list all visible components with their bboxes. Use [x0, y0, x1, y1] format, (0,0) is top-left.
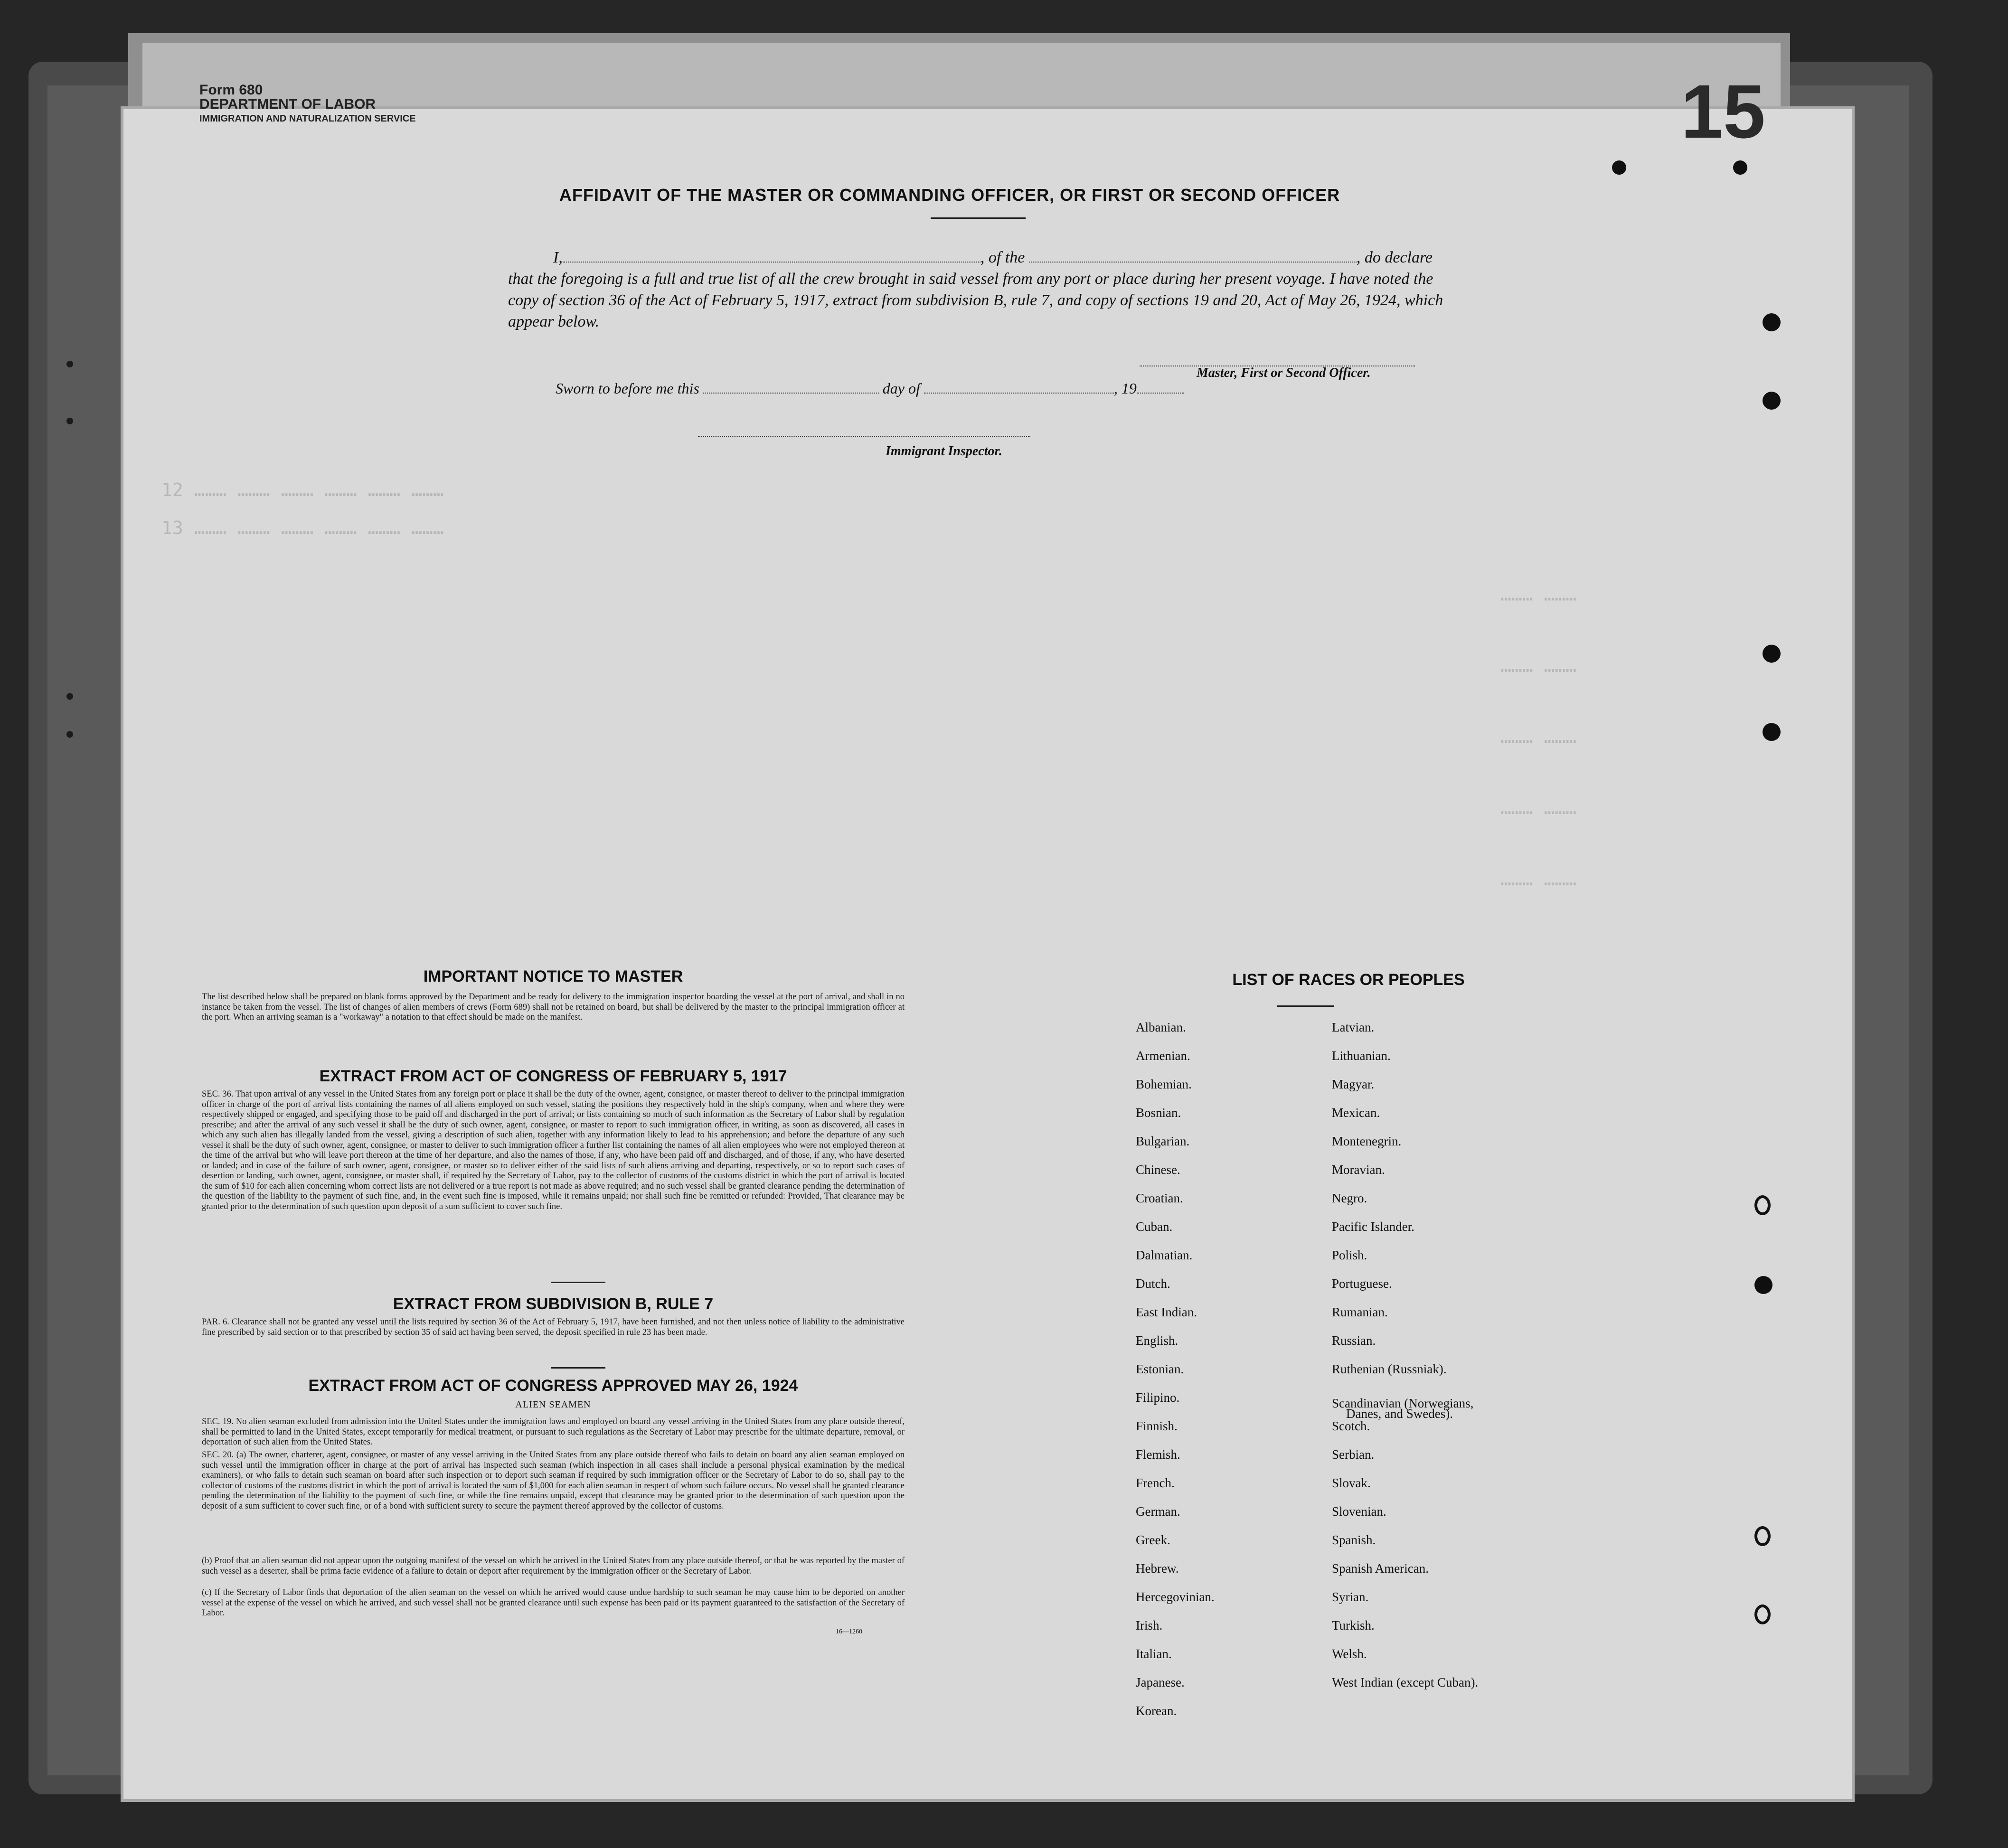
race-item: Hercegovinian.	[1136, 1590, 1215, 1604]
affidavit-title: AFFIDAVIT OF THE MASTER OR COMMANDING OFFICER, OR FIRST OR SECOND OFFICER	[559, 185, 1340, 205]
bleed-through: 13 ……… ……… ……… ……… ……… ………	[161, 517, 444, 538]
notice-text: The list described below shall be prepared on blank forms approved by the Department and be ready for delivery to the immigration inspector boarding the vessel at the port of arrival, and shall in no instance be taken from the vessel. The list of changes of alien members of crews (Form 689) shall not be retained on board, but shall be delivered by the master to the principal immigration officer at the port. When an arriving seaman is a "workaway" a notation to that effect should be made on the manifest.	[202, 992, 905, 1022]
notice-title: IMPORTANT NOTICE TO MASTER	[423, 967, 683, 985]
sworn-line	[556, 380, 1184, 397]
bleed-through: ……… ………	[1500, 655, 1577, 676]
race-item: Negro.	[1332, 1191, 1367, 1205]
race-item: Spanish.	[1332, 1533, 1376, 1547]
bleed-through: ……… ………	[1500, 584, 1577, 605]
race-item: Lithuanian.	[1332, 1049, 1391, 1063]
race-item: Greek.	[1136, 1533, 1170, 1547]
race-item: Dalmatian.	[1136, 1248, 1193, 1262]
extract-rule7-text: PAR. 6. Clearance shall not be granted any vessel until the lists required by section 36 of the Act of February 5, 1917, have been furnished, and not then unless notice of liability to the administrative fine prescribed by said section or to that prescribed by section 35 of said act having been served, the deposit specified in rule 23 has been made.	[202, 1317, 905, 1337]
race-item: Dutch.	[1136, 1276, 1170, 1291]
race-item: Hebrew.	[1136, 1561, 1179, 1576]
race-item: Mexican.	[1332, 1106, 1380, 1120]
alien-seamen-heading: ALIEN SEAMEN	[515, 1399, 591, 1410]
race-item: Bulgarian.	[1136, 1134, 1190, 1148]
department-name: DEPARTMENT OF LABOR	[199, 96, 376, 112]
inspector-label: Immigrant Inspector.	[886, 444, 1002, 459]
form-header	[199, 83, 416, 126]
document-page	[123, 109, 1852, 1799]
race-item: Albanian.	[1136, 1020, 1186, 1034]
punch-hole	[1612, 160, 1626, 175]
race-item: Rumanian.	[1332, 1305, 1388, 1319]
form-code: 16—1260	[836, 1628, 862, 1635]
sworn-day-field[interactable]	[703, 381, 879, 394]
affidavit-i-label: I,	[553, 249, 563, 266]
punch-hole	[1754, 1526, 1771, 1546]
race-item: Armenian.	[1136, 1049, 1190, 1063]
affidavit-body	[508, 247, 1448, 332]
race-item: Syrian.	[1332, 1590, 1369, 1604]
race-item: West Indian (except Cuban).	[1332, 1675, 1479, 1689]
bleed-through: 12 ……… ……… ……… ……… ……… ………	[161, 479, 444, 500]
name-field[interactable]	[563, 250, 980, 263]
extract-1924-title: EXTRACT FROM ACT OF CONGRESS APPROVED MAY 26, 1924	[308, 1377, 798, 1395]
do-declare-label: , do declare	[1356, 249, 1433, 266]
sworn-month-field[interactable]	[924, 381, 1114, 394]
punch-hole	[1754, 1276, 1772, 1294]
affidavit-first-line	[508, 247, 1448, 268]
race-item: Cuban.	[1136, 1219, 1173, 1234]
race-item: Croatian.	[1136, 1191, 1183, 1205]
race-item: English.	[1136, 1333, 1178, 1348]
punch-hole	[66, 731, 73, 738]
race-item: East Indian.	[1136, 1305, 1197, 1319]
bleed-through: ……… ………	[1500, 797, 1577, 818]
sworn-label: Sworn to before me this	[556, 380, 699, 397]
race-item: Spanish American.	[1332, 1561, 1429, 1576]
of-the-label: , of the	[980, 249, 1025, 266]
race-item: Japanese.	[1136, 1675, 1185, 1689]
vessel-field[interactable]	[1029, 250, 1357, 263]
race-item: Scotch.	[1332, 1419, 1370, 1433]
race-item: Russian.	[1332, 1333, 1376, 1348]
race-item: Bosnian.	[1136, 1106, 1181, 1120]
race-item: Slovenian.	[1332, 1504, 1386, 1519]
sec19-text: SEC. 19. No alien seaman excluded from admission into the United States under the immigration laws and employed on board any vessel arriving in the United States from any place outside thereof, shall be permitted to land in the United States, except temporarily for medical treatment, or pursuant to such regulations as the Secretary of Labor may prescribe for the ultimate departure, removal, or deportation of such alien from the United States.	[202, 1417, 905, 1447]
punch-hole	[1763, 313, 1781, 331]
section-rule	[551, 1282, 605, 1283]
race-item: Bohemian.	[1136, 1077, 1192, 1091]
affidavit-text: that the foregoing is a full and true list of all the crew brought in said vessel from any port or place during her present voyage. I have noted the copy of section 36 of the Act of February 5, 1917, extract from subdivision B, rule 7, and copy of sections 19 and 20, Act of May 26, 1924, which appear below.	[508, 270, 1443, 330]
punch-hole	[66, 418, 73, 424]
signature-label: Master, First or Second Officer.	[1197, 366, 1371, 380]
punch-hole	[1754, 1195, 1771, 1215]
races-title: LIST OF RACES OR PEOPLES	[1232, 971, 1465, 989]
title-rule	[931, 217, 1026, 219]
sec20a-text: SEC. 20. (a) The owner, charterer, agent, consignee, or master of any vessel arriving in the United States from any place outside thereof who fails to detain on board any alien seaman employed on such vessel until the immigration officer in charge at the port of arrival has inspected such seaman (which inspection in all cases shall include a personal physical examination by the medical examiners), or who fails to detain such seaman on board after such inspection or to deport such seaman if required by such immigration officer or the Secretary of Labor to do so, shall pay to the collector of customs of the customs district in which the port of arrival is located the sum of $1,000 for each alien seaman in respect of whom such failure occurs. No vessel shall be granted clearance pending the determination of the liability to the payment of such fine, or while the fine remains unpaid, except that clearance may be granted prior to the determination of such question upon the deposit of a sum sufficient to cover such fine, or of a bond with sufficient surety to secure the payment thereof approved by the collector of customs.	[202, 1450, 905, 1511]
race-item: Korean.	[1136, 1704, 1177, 1718]
punch-hole	[66, 693, 73, 700]
sec20c-text: (c) If the Secretary of Labor finds that deportation of the alien seaman on the vessel on which he arrived would cause undue hardship to such seaman he may cause him to be deported on another vessel at the expense of the vessel on which he arrived, and such vessel shall not be granted clearance until such expense has been paid or its payment guaranteed to the satisfaction of the Secretary of Labor.	[202, 1588, 905, 1618]
race-item: Moravian.	[1332, 1163, 1385, 1177]
punch-hole	[1763, 645, 1781, 663]
bleed-through: ……… ………	[1500, 726, 1577, 747]
form-number: Form 680	[199, 82, 263, 98]
race-item: Chinese.	[1136, 1163, 1180, 1177]
race-item: Latvian.	[1332, 1020, 1375, 1034]
punch-hole	[1754, 1604, 1771, 1624]
race-item: Turkish.	[1332, 1618, 1375, 1632]
race-item: German.	[1136, 1504, 1180, 1519]
extract-rule7-title: EXTRACT FROM SUBDIVISION B, RULE 7	[393, 1295, 714, 1313]
extract-1917-title: EXTRACT FROM ACT OF CONGRESS OF FEBRUARY 5, 1917	[319, 1067, 787, 1085]
race-item: Welsh.	[1332, 1647, 1367, 1661]
race-item: Flemish.	[1136, 1447, 1180, 1462]
sworn-year-field[interactable]	[1137, 381, 1184, 394]
extract-1917-text: SEC. 36. That upon arrival of any vessel in the United States from any foreign port or place it shall be the duty of the owner, agent, consignee, or master thereof to deliver to the principal immigration officer in charge of the port of arrival lists containing the names of all aliens employed on such vessel, stating the positions they respectively hold in the ship's company, when and where they were respectively shipped or engaged, and specifying those to be paid off and discharged in the port of arrival; or lists containing so much of such information as the Secretary of Labor shall by regulation prescribe; and after the arrival of any such vessel it shall be the duty of such owner, agent, consignee, or master to report to such immigration officer, in writing, as soon as discovered, all cases in which any such alien has illegally landed from the vessel, giving a description of such alien, together with any information likely to lead to his apprehension; and before the departure of any such vessel it shall be the duty of such owner, agent, consignee, or master to deliver to such immigration officer a further list containing the names of all alien employees who were not employed thereon at the time of the arrival but who will leave port thereon at the time of her departure, and also the names of those, if any, who have been paid off and discharged, and of those, if any, who have deserted or landed; and in case of the failure of such owner, agent, consignee, or master so to deliver either of the said lists of such aliens arriving and departing, respectively, or so to report such cases of desertion or landing, such owner, agent, consignee, or master shall, if required by the Secretary of Labor, pay to the collector of customs of the customs district in which the port of arrival is located the sum of $10 for each alien concerning whom correct lists are not delivered or a true report is not made as above required; and no such vessel shall be granted clearance pending the determination of the question of the liability to the payment of such fine, and, in the event such fine is imposed, while it remains unpaid; nor shall such fine be remitted or refunded: Provided, That clearance may be granted prior to the determination of such question upon deposit of a sum sufficient to cover such fine.	[202, 1089, 905, 1211]
punch-hole	[1763, 392, 1781, 410]
race-item: Italian.	[1136, 1647, 1172, 1661]
page-number: 15	[1681, 69, 1765, 154]
service-name: IMMIGRATION AND NATURALIZATION SERVICE	[199, 113, 416, 124]
year-label: , 19	[1113, 380, 1137, 397]
race-item: Serbian.	[1332, 1447, 1375, 1462]
race-item: Montenegrin.	[1332, 1134, 1402, 1148]
race-item: Filipino.	[1136, 1390, 1180, 1405]
day-of-label: day of	[882, 380, 920, 397]
punch-hole	[1763, 723, 1781, 741]
race-item: Slovak.	[1332, 1476, 1371, 1490]
race-item: Irish.	[1136, 1618, 1163, 1632]
race-item: Polish.	[1332, 1248, 1367, 1262]
race-item: Finnish.	[1136, 1419, 1178, 1433]
race-item: Scandinavian (Norwegians,	[1332, 1396, 1474, 1410]
punch-hole	[66, 361, 73, 367]
race-item: Magyar.	[1332, 1077, 1375, 1091]
sec20b-text: (b) Proof that an alien seaman did not appear upon the outgoing manifest of the vessel on which he arrived in the United States from any place outside thereof, or that he was reported by the master of such vessel as a deserter, shall be prima facie evidence of a failure to detain or deport after requirement by the immigration officer or the Secretary of Labor.	[202, 1556, 905, 1576]
races-title-rule	[1277, 1005, 1334, 1007]
inspector-signature-line[interactable]	[698, 436, 1030, 437]
race-item: French.	[1136, 1476, 1175, 1490]
race-item: Estonian.	[1136, 1362, 1184, 1376]
race-item: Portuguese.	[1332, 1276, 1392, 1291]
race-item: Danes, and Swedes).	[1346, 1407, 1453, 1421]
race-item: Pacific Islander.	[1332, 1219, 1414, 1234]
bleed-through: ……… ………	[1500, 869, 1577, 890]
section-rule	[551, 1367, 605, 1369]
punch-hole	[1733, 160, 1747, 175]
race-item: Ruthenian (Russniak).	[1332, 1362, 1447, 1376]
